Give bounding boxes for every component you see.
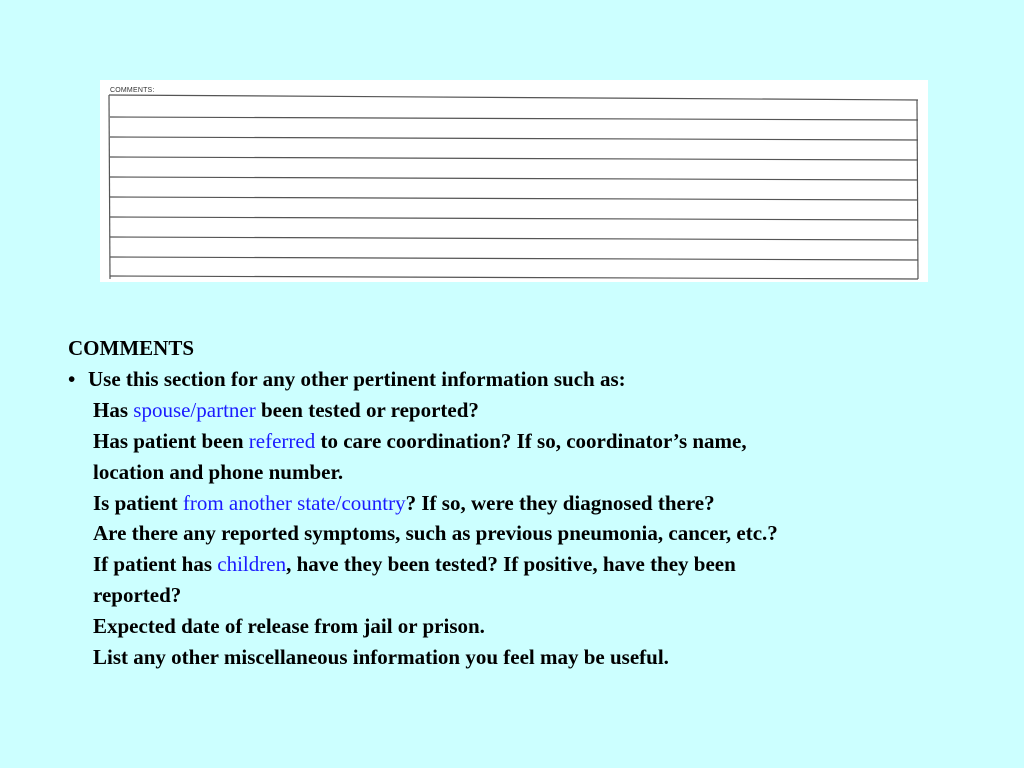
item-highlight: referred: [248, 428, 316, 453]
form-left-border: [109, 95, 110, 279]
item-highlight: spouse/partner: [133, 397, 256, 422]
form-ruled-line: [110, 237, 918, 240]
list-item: Expected date of release from jail or prison.: [93, 614, 485, 639]
form-ruled-line: [110, 257, 918, 260]
item-highlight: from another state/country: [182, 490, 406, 515]
form-ruled-line: [110, 276, 918, 279]
list-item-continuation: location and phone number.: [93, 459, 344, 484]
item-text: If patient has: [93, 552, 218, 577]
form-ruled-line: [110, 157, 918, 160]
item-text: ? If so, were they diagnosed there?: [405, 490, 715, 515]
item-text: , have they been tested? If positive, have they been: [286, 552, 736, 577]
bullet-text: Use this section for any other pertinent information such as:: [88, 366, 626, 391]
item-text: Has: [93, 397, 134, 422]
form-comments-label: COMMENTS:: [110, 87, 155, 94]
list-item: [68, 549, 968, 580]
list-item: Are there any reported symptoms, such as previous pneumonia, cancer, etc.?: [93, 521, 778, 546]
form-ruled-line: [110, 117, 918, 120]
form-ruled-line: [110, 197, 918, 200]
list-item-continuation: reported?: [93, 583, 182, 608]
list-item: [68, 488, 968, 519]
item-text: Has patient been: [93, 428, 249, 453]
bullet-intro: [68, 364, 968, 395]
list-item: [68, 426, 968, 457]
item-highlight: children: [217, 552, 287, 577]
form-ruled-line: [110, 217, 918, 220]
item-text: Is patient: [93, 490, 183, 515]
form-right-border: [917, 100, 918, 279]
slide-body: [68, 333, 968, 673]
item-text: to care coordination? If so, coordinator’s name,: [315, 428, 747, 453]
list-item: List any other miscellaneous information you feel may be useful.: [93, 645, 669, 670]
form-ruled-line: [110, 137, 918, 140]
form-ruled-lines: [100, 80, 928, 282]
form-top-rule: [109, 95, 918, 100]
form-ruled-line: [110, 177, 918, 180]
bullet-icon: •: [68, 366, 76, 391]
section-heading: COMMENTS: [68, 336, 194, 360]
comments-form-scan: [100, 80, 928, 282]
item-text: been tested or reported?: [255, 397, 479, 422]
list-item: [68, 395, 968, 426]
